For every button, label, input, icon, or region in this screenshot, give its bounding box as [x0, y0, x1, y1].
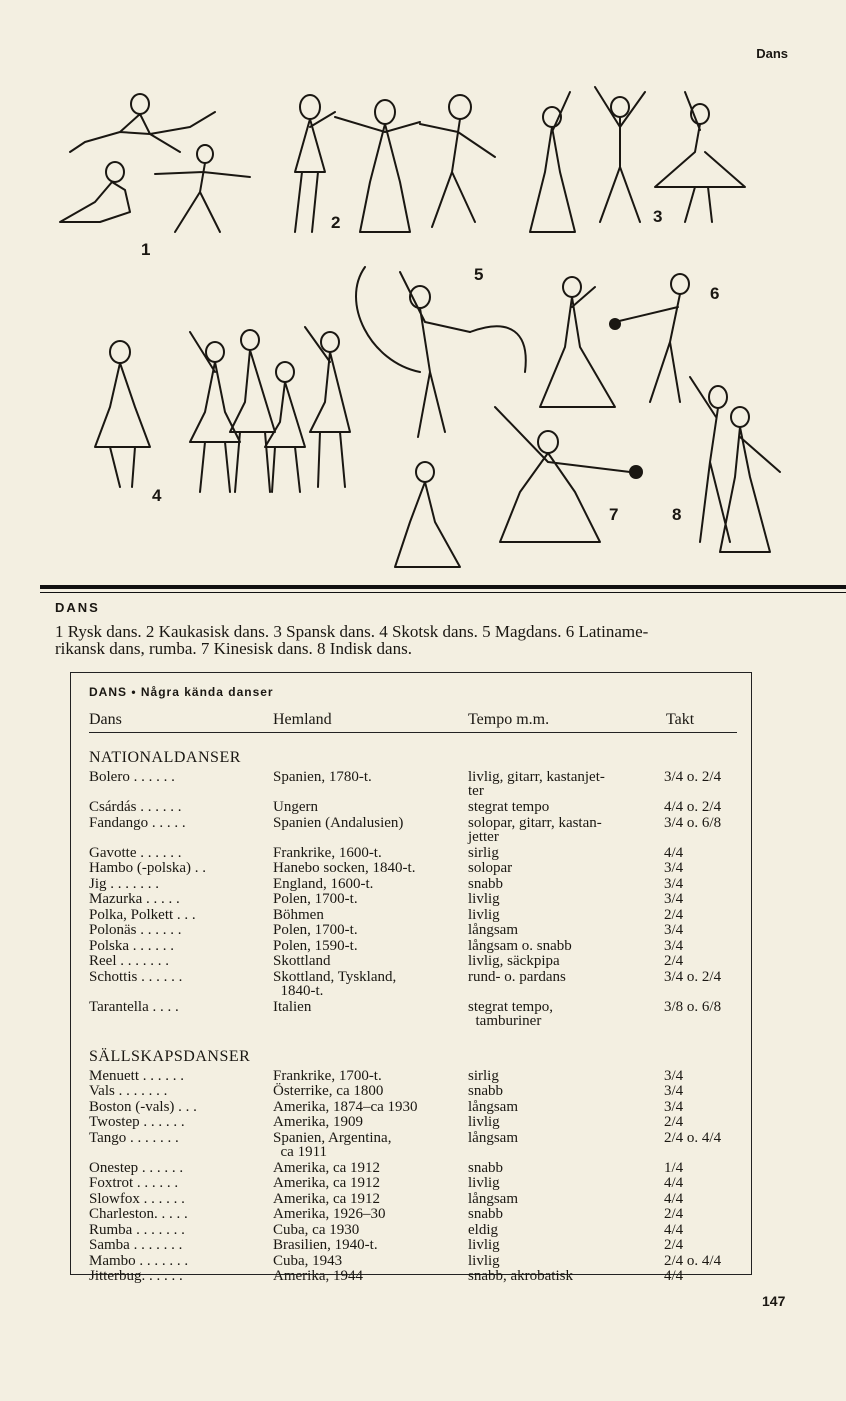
cell-dans: Tarantella . . . .	[89, 998, 179, 1015]
cell-hemland: England, 1600-t.	[273, 875, 374, 892]
cell-takt: 4/4	[664, 1268, 684, 1284]
cell-dans: Tango . . . . . . .	[89, 1129, 179, 1146]
cell-takt: 4/4	[664, 1190, 684, 1207]
cell-hemland: Polen, 1700-t.	[273, 891, 358, 907]
section-title: DANS	[55, 600, 100, 615]
figure-number-7: 7	[609, 505, 619, 524]
cell-tempo: eldig	[468, 1221, 498, 1238]
cell-tempo: stegrat tempo, tamburiner	[468, 998, 553, 1029]
cell-tempo: livlig	[468, 1175, 500, 1191]
cell-takt: 2/4 o. 4/4	[664, 1129, 722, 1146]
section-rule-thick	[40, 585, 846, 589]
rumba-dancers-figure	[540, 274, 689, 407]
group-heading: SÄLLSKAPSDANSER	[89, 1047, 251, 1065]
cell-tempo: snabb	[468, 1206, 503, 1222]
figure-number-4: 4	[152, 486, 162, 505]
header-hemland: Hemland	[273, 711, 332, 728]
page-number: 147	[762, 1293, 786, 1309]
cell-takt: 3/4	[664, 891, 684, 907]
cell-tempo: långsam	[468, 922, 518, 938]
cell-hemland: Amerika, 1909	[273, 1114, 363, 1130]
cell-takt: 3/4	[664, 860, 684, 876]
scottish-dancers-figure	[95, 327, 350, 492]
cell-dans: Fandango . . . . .	[89, 814, 186, 831]
cell-tempo: långsam	[468, 1098, 518, 1115]
cell-hemland: Frankrike, 1700-t.	[273, 1067, 382, 1084]
cell-takt: 3/4 o. 2/4	[664, 769, 722, 785]
cell-hemland: Brasilien, 1940-t.	[273, 1237, 378, 1253]
cell-tempo: livlig	[468, 1252, 500, 1269]
cell-tempo: rund- o. pardans	[468, 968, 566, 985]
cell-dans: Boston (-vals) . . .	[89, 1098, 197, 1115]
figure-number-1: 1	[141, 240, 151, 259]
cell-takt: 2/4	[664, 953, 684, 969]
cell-tempo: sirlig	[468, 1067, 499, 1084]
figure-caption	[55, 623, 795, 657]
cell-dans: Polka, Polkett . . .	[89, 906, 196, 923]
caption-line: 1 Rysk dans. 2 Kaukasisk dans. 3 Spansk dans. 4 Skotsk dans. 5 Magdans. 6 Latiname-	[55, 622, 649, 641]
cell-takt: 3/4	[664, 937, 684, 954]
figure-number-8: 8	[672, 505, 682, 524]
cell-tempo: solopar	[468, 860, 513, 876]
cell-dans: Polska . . . . . .	[89, 937, 175, 954]
cell-takt: 3/4	[664, 1067, 684, 1084]
cell-hemland: Amerika, ca 1912	[273, 1159, 381, 1176]
caucasian-dancers-figure	[295, 95, 495, 232]
cell-dans: Onestep . . . . . .	[89, 1159, 184, 1176]
cell-dans: Foxtrot . . . . . .	[89, 1175, 179, 1191]
cell-takt: 3/4 o. 6/8	[664, 814, 722, 831]
cell-hemland: Hanebo socken, 1840-t.	[273, 860, 416, 876]
running-head: Dans	[756, 46, 788, 61]
cell-hemland: Amerika, 1874–ca 1930	[273, 1098, 418, 1115]
cell-hemland: Spanien, 1780-t.	[273, 769, 372, 785]
cell-takt: 4/4	[664, 844, 684, 861]
cell-tempo: snabb	[468, 1159, 503, 1176]
cell-dans: Gavotte . . . . . .	[89, 844, 182, 861]
cell-hemland: Ungern	[273, 799, 318, 815]
header-tempo: Tempo m.m.	[468, 711, 550, 728]
dance-table	[70, 672, 752, 1284]
cell-takt: 4/4	[664, 1221, 684, 1238]
cell-hemland: Amerika, 1944	[273, 1268, 363, 1284]
cell-dans: Mambo . . . . . . .	[89, 1252, 189, 1269]
cell-tempo: livlig	[468, 906, 500, 923]
cell-takt: 3/4	[664, 1083, 684, 1099]
cell-tempo: långsam	[468, 1129, 518, 1146]
cell-tempo: stegrat tempo	[468, 799, 550, 815]
cell-tempo: långsam o. snabb	[468, 937, 572, 954]
indian-dancers-figure	[690, 377, 780, 552]
cell-hemland: Skottland	[273, 953, 331, 969]
cell-tempo: solopar, gitarr, kastan- jetter	[468, 814, 602, 845]
cell-takt: 3/4	[664, 1098, 684, 1115]
cell-takt: 2/4	[664, 1237, 684, 1253]
caption-line: rikansk dans, rumba. 7 Kinesisk dans. 8 Indisk dans.	[55, 639, 412, 658]
cell-takt: 2/4	[664, 1206, 684, 1222]
cell-tempo: livlig	[468, 1114, 500, 1130]
section-rule-thin	[40, 592, 846, 593]
cell-tempo: snabb, akrobatisk	[468, 1268, 573, 1284]
cell-takt: 2/4 o. 4/4	[664, 1252, 722, 1269]
figure-number-3: 3	[653, 207, 663, 226]
header-dans: Dans	[89, 711, 122, 728]
cell-takt: 3/8 o. 6/8	[664, 998, 722, 1015]
cell-hemland: Frankrike, 1600-t.	[273, 844, 382, 861]
cell-takt: 2/4	[664, 1114, 684, 1130]
header-rule	[89, 732, 737, 733]
cell-hemland: Polen, 1590-t.	[273, 937, 358, 954]
cell-takt: 2/4	[664, 906, 684, 923]
cell-tempo: långsam	[468, 1190, 518, 1207]
cell-dans: Rumba . . . . . . .	[89, 1221, 185, 1238]
cell-hemland: Amerika, 1926–30	[273, 1206, 386, 1222]
cell-tempo: livlig	[468, 1237, 500, 1253]
cell-dans: Slowfox . . . . . .	[89, 1190, 185, 1207]
cell-dans: Samba . . . . . . .	[89, 1237, 183, 1253]
cell-hemland: Polen, 1700-t.	[273, 922, 358, 938]
cell-hemland: Spanien, Argentina, ca 1911	[273, 1129, 392, 1160]
cell-dans: Vals . . . . . . .	[89, 1083, 168, 1099]
header-takt: Takt	[666, 711, 695, 728]
cell-tempo: livlig, gitarr, kastanjet- ter	[468, 769, 605, 799]
cell-takt: 1/4	[664, 1159, 684, 1176]
cell-hemland: Cuba, ca 1930	[273, 1221, 360, 1238]
cell-tempo: livlig, säckpipa	[468, 953, 560, 969]
cell-tempo: livlig	[468, 891, 500, 907]
cell-hemland: Spanien (Andalusien)	[273, 814, 404, 831]
cell-hemland: Italien	[273, 998, 312, 1015]
cell-dans: Schottis . . . . . .	[89, 968, 183, 985]
group-heading: NATIONALDANSER	[89, 749, 241, 766]
figure-number-2: 2	[331, 213, 341, 232]
cell-dans: Reel . . . . . . .	[89, 953, 169, 969]
cell-dans: Mazurka . . . . .	[89, 891, 180, 907]
cell-hemland: Böhmen	[273, 906, 324, 923]
cell-dans: Twostep . . . . . .	[89, 1114, 185, 1130]
russian-dancers-figure	[60, 94, 250, 232]
cell-dans: Bolero . . . . . .	[89, 769, 175, 785]
cell-hemland: Österrike, ca 1800	[273, 1083, 384, 1099]
cell-dans: Jig . . . . . . .	[89, 875, 160, 892]
cell-takt: 4/4	[664, 1175, 684, 1191]
cell-tempo: sirlig	[468, 844, 499, 861]
chinese-dancer-figure	[395, 407, 643, 567]
cell-dans: Hambo (-polska) . .	[89, 860, 207, 876]
table-title: DANS • Några kända danser	[89, 685, 274, 699]
cell-dans: Polonäs . . . . . .	[89, 922, 182, 938]
cell-hemland: Cuba, 1943	[273, 1252, 343, 1269]
cell-dans: Charleston. . . . .	[89, 1206, 188, 1222]
cell-takt: 3/4	[664, 922, 684, 938]
cell-tempo: snabb	[468, 1083, 503, 1099]
cell-dans: Menuett . . . . . .	[89, 1067, 184, 1084]
cell-takt: 3/4	[664, 875, 684, 892]
cell-dans: Csárdás . . . . . .	[89, 799, 182, 815]
cell-takt: 4/4 o. 2/4	[664, 799, 722, 815]
spanish-dancers-figure	[530, 87, 745, 232]
cell-hemland: Skottland, Tyskland, 1840-t.	[273, 968, 397, 999]
cell-hemland: Amerika, ca 1912	[273, 1190, 381, 1207]
cell-hemland: Amerika, ca 1912	[273, 1175, 381, 1191]
figure-number-5: 5	[474, 265, 484, 284]
cell-dans: Jitterbug. . . . . .	[89, 1268, 183, 1284]
cell-takt: 3/4 o. 2/4	[664, 968, 722, 985]
figure-number-6: 6	[710, 284, 720, 303]
cell-tempo: snabb	[468, 875, 503, 892]
